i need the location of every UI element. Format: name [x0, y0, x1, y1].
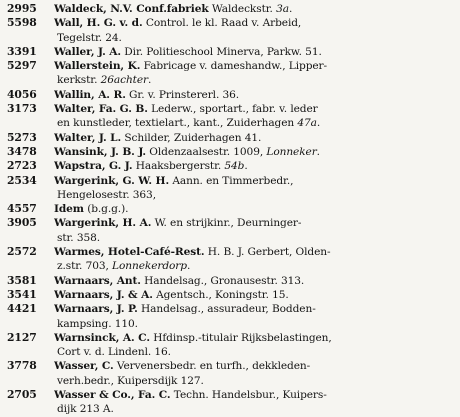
entry-name: Wasser & Co., Fa. C. [54, 389, 171, 402]
phone-number: 3478 [7, 144, 37, 158]
entry-name: Wargerink, G. W. H. [54, 174, 170, 187]
entry-line [54, 131, 454, 145]
directory-entry [0, 159, 460, 173]
entry-text: Haaksbergerstr. [132, 160, 225, 173]
phone-number: 4557 [7, 202, 37, 216]
entry-text: 26achter [100, 74, 148, 87]
entry-text: Fabricage v. dameshandw., Lipper- [140, 60, 327, 73]
entry-continuation-line [54, 73, 454, 87]
entry-text: Waldeckstr. [208, 3, 277, 15]
entry-line [54, 88, 454, 102]
directory-entry [0, 245, 460, 274]
entry-text: Handelsag., Gronausestr. 313. [140, 274, 305, 287]
entry-line [54, 274, 454, 288]
entry-name: Wallin, A. R. [54, 88, 126, 101]
directory-entry [0, 359, 460, 388]
phone-number: 3905 [7, 216, 37, 230]
entry-text: Vervenersbedr. en turfh., dekkleden- [113, 360, 311, 373]
entry-name: Wansink, J. B. J. [54, 145, 147, 158]
entry-name: Walter, Fa. G. B. [54, 103, 148, 116]
entry-text: . [186, 260, 191, 273]
phone-number: 2723 [7, 159, 37, 173]
entry-name: Warnsinck, A. C. [54, 331, 150, 344]
entry-text: Lonneker [266, 145, 317, 158]
entry-text: Schilder, Zuiderhagen 41. [121, 131, 262, 144]
entry-name: Warnaars, J. P. [54, 303, 138, 316]
entry-text: (b.g.g.). [83, 203, 129, 216]
entry-name: Waller, J. A. [54, 45, 121, 58]
directory-entry [0, 2, 460, 16]
phone-number: 5598 [7, 16, 37, 30]
entry-continuation-line [54, 116, 454, 130]
entry-continuation-line [54, 31, 454, 45]
entry-text: Control. le kl. Raad v. Arbeid, [142, 17, 302, 30]
phone-number: 5297 [7, 59, 37, 73]
entry-continuation-line [54, 402, 454, 416]
directory-entry [0, 16, 460, 45]
entry-text: 47a [297, 117, 317, 130]
entry-text: z.str. 703, [57, 260, 113, 273]
entry-name: Warnaars, Ant. [54, 274, 141, 287]
entry-text: 54b [224, 160, 245, 173]
entry-line [54, 59, 454, 73]
directory-entry [0, 174, 460, 203]
entry-text: . [288, 3, 293, 15]
entry-name: Wargerink, H. A. [54, 217, 152, 230]
entry-name: Warmes, Hotel-Café-Rest. [54, 246, 205, 259]
entry-line [54, 145, 454, 159]
entry-line [54, 16, 454, 30]
entry-text: Oldenzaalsestr. 1009, [146, 145, 267, 158]
directory-entry [0, 388, 460, 417]
entry-text: . [244, 160, 248, 173]
directory-entry [0, 216, 460, 245]
phone-number: 2534 [7, 173, 37, 187]
entry-text: . [147, 74, 152, 87]
directory-entry [0, 45, 460, 59]
directory-entry [0, 59, 460, 88]
entry-line [54, 174, 454, 188]
entry-text: Aann. en Timmerbedr., [169, 174, 294, 187]
entry-name: Wapstra, G. J. [54, 160, 133, 173]
entry-text: . [316, 117, 321, 130]
phone-number: 4421 [7, 302, 37, 316]
phone-number: 3391 [7, 44, 37, 58]
entry-text: . [316, 145, 320, 158]
entry-continuation-line [54, 231, 454, 245]
entry-text: Handelsag., assuradeur, Bodden- [137, 303, 316, 316]
entry-text: H. B. J. Gerbert, Olden- [204, 246, 331, 259]
entry-name: Wall, H. G. v. d. [54, 17, 143, 30]
entry-line [54, 216, 454, 230]
entry-name: Walter, J. L. [54, 131, 122, 144]
entry-line [54, 45, 454, 59]
entry-name: Waldeck, N.V. Conf.fabriek [54, 3, 209, 15]
entry-line [54, 388, 454, 402]
entry-continuation-line [54, 259, 454, 273]
entry-line [54, 245, 454, 259]
entry-text: Hfdinsp.-titulair Rijksbelastingen, [149, 331, 332, 344]
phone-number: 4056 [7, 87, 37, 101]
directory-entry [0, 102, 460, 131]
entry-line [54, 202, 454, 216]
directory-entry [0, 288, 460, 302]
entry-text: Cort v. d. Lindenl. 16. [57, 346, 171, 359]
entry-text: Hengelosestr. 363, [57, 188, 156, 201]
entry-text: Tegelstr. 24. [57, 31, 122, 44]
entry-text: W. en strijkinr., Deurninger- [151, 217, 302, 230]
entry-text: Lonnekerdorp [112, 260, 187, 273]
entry-line [54, 359, 454, 373]
entry-text: Dir. Politieschool Minerva, Parkw. 51. [121, 45, 322, 58]
entry-text: Agentsch., Koningstr. 15. [152, 288, 289, 301]
entry-continuation-line [54, 374, 454, 388]
entry-text: dijk 213 A. [57, 403, 114, 416]
entry-text: kampsing. 110. [57, 317, 138, 330]
entry-text: Techn. Handelsbur., Kuipers- [170, 389, 327, 402]
entry-text: kerkstr. [57, 74, 101, 87]
entry-line [54, 102, 454, 116]
phone-number: 5273 [7, 130, 37, 144]
entry-continuation-line [54, 188, 454, 202]
entry-line [54, 288, 454, 302]
directory-entry [0, 202, 460, 216]
entry-continuation-line [54, 345, 454, 359]
entry-line [54, 331, 454, 345]
directory-entry [0, 145, 460, 159]
entry-name: Idem [54, 203, 84, 216]
entry-text: verh.bedr., Kuipersdijk 127. [57, 374, 204, 387]
phone-number: 3581 [7, 273, 37, 287]
directory-entry [0, 274, 460, 288]
entry-text: Gr. v. Prinstererl. 36. [125, 88, 240, 101]
phone-number: 2705 [7, 388, 37, 402]
directory-entry [0, 131, 460, 145]
entry-text: en kunstleder, textielart., kant., Zuiderhagen [57, 117, 298, 130]
entry-continuation-line [54, 317, 454, 331]
directory-entry [0, 302, 460, 331]
entry-line [54, 159, 454, 173]
entry-text: str. 358. [57, 231, 101, 244]
phone-number: 3541 [7, 287, 37, 301]
phone-number: 2995 [7, 2, 37, 15]
entry-text: Lederw., sportart., fabr. v. leder [147, 103, 318, 116]
directory-entry [0, 331, 460, 360]
phone-number: 3778 [7, 359, 37, 373]
entry-name: Wallerstein, K. [54, 60, 141, 73]
entry-line [54, 302, 454, 316]
phone-number: 2127 [7, 330, 37, 344]
directory-entry [0, 88, 460, 102]
phone-number: 3173 [7, 102, 37, 116]
entry-text: 3a [276, 3, 289, 15]
entry-name: Wasser, C. [54, 360, 114, 373]
entry-line [54, 2, 454, 16]
entry-name: Warnaars, J. & A. [54, 288, 153, 301]
phone-number: 2572 [7, 245, 37, 259]
